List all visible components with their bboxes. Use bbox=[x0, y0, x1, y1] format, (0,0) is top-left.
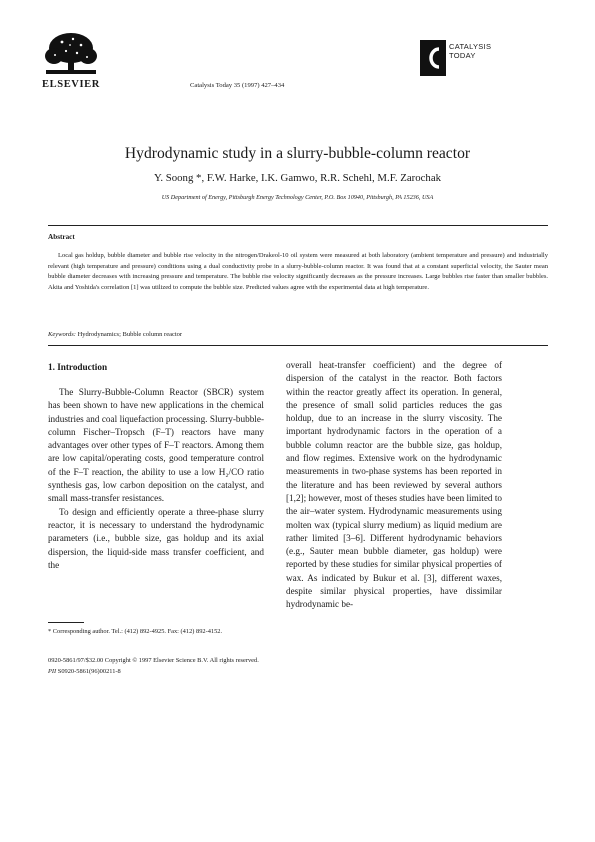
journal-mark-icon bbox=[420, 40, 446, 76]
abstract-heading: Abstract bbox=[48, 233, 75, 241]
footnote-divider bbox=[48, 622, 84, 623]
journal-logo bbox=[420, 40, 500, 80]
body-paragraph: To design and efficiently operate a three-phase slurry reactor, it is necessary to understand the hydrodynamic parameters (i.e., bubble size, gas holdup and its axial dispersion, the liquid-side mass transfer coefficient, and the bbox=[48, 506, 264, 570]
body-column-right bbox=[286, 359, 502, 612]
body-paragraph: overall heat-transfer coefficient) and the degree of dispersion of the catalyst in the reactor. Both factors within the reactor greatly affect its operation. In general, the presence of small solid particles reduces the gas holdup, due to an increase in the slurry viscosity. The important hydrodynamic factors in the operation of a bubble column reactor are the bubble size, gas holdup, and flow regimes. Extensive work on the hydrodynamic measurements in two-phase systems has been reported in the literature and has been reviewed by several authors [1,2]; however, most of theses studies have been limited to the air–water system. Hydrodynamic measurements using molten wax (typical slurry medium) as liquid medium are rather limited [3–6]. Different hydrodynamic behaviors (e.g., Sauter mean bubble diameter, gas holdup) were reported by these studies for similar physical properties of wax. As indicated by Bukur et al. [3], different waxes, despite similar physical properties, have dissimilar hydrodynamic be- bbox=[286, 360, 502, 610]
journal-reference: Catalysis Today 35 (1997) 427–434 bbox=[190, 82, 285, 89]
keywords-label: Keywords: bbox=[48, 331, 76, 338]
publisher-logo bbox=[40, 30, 102, 92]
abstract-text: Local gas holdup, bubble diameter and bubble rise velocity in the nitrogen/Drakeol-10 oil system were measured at both laboratory (ambient temperature and pressure) and industrially relevant (high temperature and pressure) conditions using a dual conductivity probe in a slurry-bubble-column reactor. It was found that at a constant superficial velocity, the Sauter mean bubble diameter decreases with increasing pressure and temperature. The bubble rise velocity significantly decreases as the pressure increases. Large bubbles rise faster than smaller bubbles. Akita and Yoshida's correlation [1] was utilized to compute the bubble size. Predicted values agree with the experimental data at high temperature. bbox=[48, 252, 548, 292]
pii-line bbox=[48, 668, 121, 675]
divider-top bbox=[48, 225, 548, 226]
footnote: * Corresponding author. Tel.: (412) 892-4925. Fax: (412) 892-4152. bbox=[48, 628, 223, 635]
pii-label: PII bbox=[48, 668, 57, 675]
keywords bbox=[48, 331, 182, 338]
article-authors: Y. Soong *, F.W. Harke, I.K. Gamwo, R.R. Schehl, M.F. Zarochak bbox=[153, 172, 442, 184]
keywords-value: Hydrodynamics; Bubble column reactor bbox=[77, 331, 183, 338]
body-paragraph: The Slurry-Bubble-Column Reactor (SBCR) system has been shown to have new applications in the chemical industries and coal liquefaction processing. Slurry-bubble-column Fischer–Tropsch (F–T) reactors have many advantages over other types of F–T reactors. Among them are low capital/operating costs, good temperature control of the F–T reaction, the ability to use a low H₂/CO ratio synthesis gas, low carbon deposition on the catalyst, and small mass-transfer resistances. bbox=[48, 387, 264, 504]
pii-value: S0920-5861(96)00211-8 bbox=[57, 668, 121, 675]
copyright-line: 0920-5861/97/$32.00 Copyright © 1997 Elsevier Science B.V. All rights reserved. bbox=[48, 657, 259, 664]
article-title: Hydrodynamic study in a slurry-bubble-column reactor bbox=[124, 145, 471, 162]
section-title: 1. Introduction bbox=[48, 362, 108, 372]
journal-logo-line-2: TODAY bbox=[449, 51, 476, 60]
tree-icon bbox=[40, 30, 102, 78]
article-affiliation: US Department of Energy, Pittsburgh Energy Technology Center, P.O. Box 10940, Pittsburgh, PA 15236, USA bbox=[161, 194, 434, 201]
divider-bottom bbox=[48, 345, 548, 346]
journal-logo-line-1: CATALYSIS bbox=[449, 42, 492, 51]
publisher-name: ELSEVIER bbox=[42, 79, 100, 90]
body-column-left bbox=[48, 386, 264, 572]
